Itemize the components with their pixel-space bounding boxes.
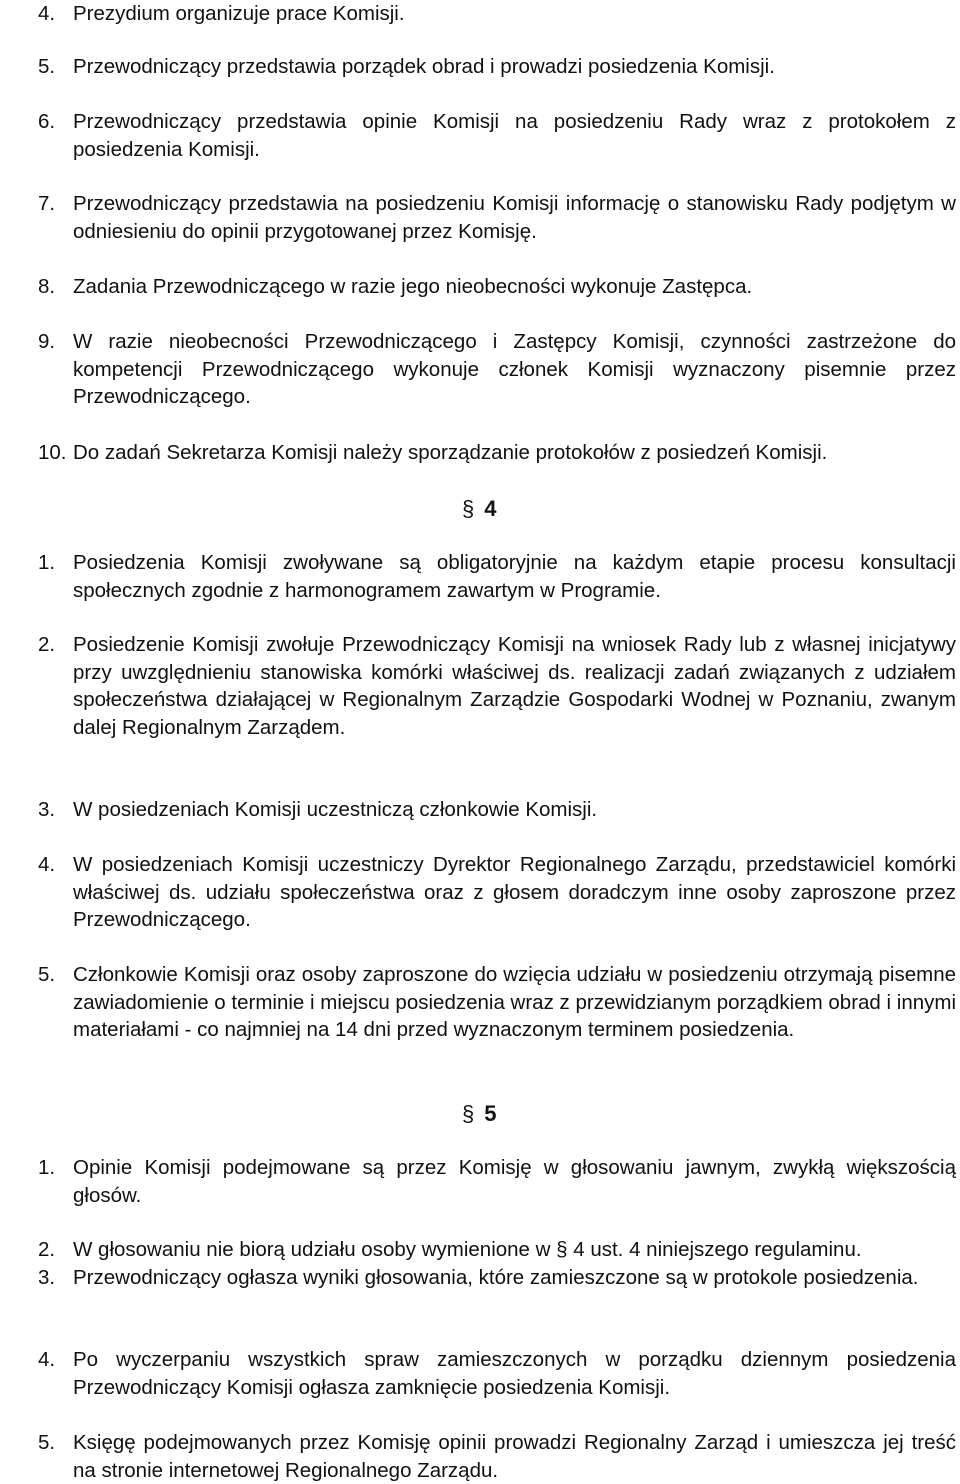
item-text: Opinie Komisji podejmowane są przez Komisję w głosowaniu jawnym, zwykłą większością głosów. [73,1156,956,1207]
item-number: 6. [38,110,56,133]
item-number: 3. [38,798,56,821]
item-text: W razie nieobecności Przewodniczącego i Zastępcy Komisji, czynności zastrzeżone do kompetencji Przewodniczącego wykonuje członek Komisji wyznaczony pisemnie przez Przewodniczącego. [73,330,956,408]
list-item [38,1429,956,1484]
list-item [38,549,956,604]
section-mark [462,1099,497,1129]
list-item [38,439,956,467]
list-item [38,0,956,28]
list-item [38,631,956,741]
list-item [38,961,956,1044]
item-number: 7. [38,192,56,215]
section-number: 5 [484,1101,497,1126]
list-item [38,53,956,81]
item-number: 8. [38,275,56,298]
item-number: 5. [38,963,56,986]
section-heading [0,1099,960,1131]
item-text: Przewodniczący przedstawia opinie Komisji na posiedzeniu Rady wraz z protokołem z posiedzenia Komisji. [73,110,956,161]
paragraph-symbol: § [462,1101,475,1126]
item-text: W posiedzeniach Komisji uczestniczy Dyrektor Regionalnego Zarządu, przedstawiciel komórki właściwej ds. udziału społeczeństwa oraz z głosem doradczym inne osoby zaproszone przez Przewodniczącego. [73,853,956,931]
item-number: 4. [38,1348,56,1371]
item-number: 4. [38,2,56,25]
list-item [38,1236,956,1264]
item-number: 5. [38,55,56,78]
item-text: Przewodniczący ogłasza wyniki głosowania, które zamieszczone są w protokole posiedzenia. [73,1266,919,1289]
item-number: 4. [38,853,56,876]
item-text: Księgę podejmowanych przez Komisję opinii prowadzi Regionalny Zarząd i umieszcza jej treść na stronie internetowej Regionalnego Zarządu. [73,1431,956,1482]
item-number: 9. [38,330,56,353]
item-text: Do zadań Sekretarza Komisji należy sporządzanie protokołów z posiedzeń Komisji. [73,441,828,464]
list-item [38,851,956,934]
item-text: Przewodniczący przedstawia porządek obrad i prowadzi posiedzenia Komisji. [73,55,775,78]
section-mark [462,494,497,524]
item-number: 1. [38,551,56,574]
item-text: Po wyczerpaniu wszystkich spraw zamieszczonych w porządku dziennym posiedzenia Przewodniczący Komisji ogłasza zamknięcie posiedzenia Komisji. [73,1348,956,1399]
section-number: 4 [484,496,497,521]
item-number: 5. [38,1431,56,1454]
item-number: 10. [38,441,67,464]
item-text: Przewodniczący przedstawia na posiedzeniu Komisji informację o stanowisku Rady podjętym w odniesieniu do opinii przygotowanej przez Komisję. [73,192,956,243]
item-number: 3. [38,1266,56,1289]
item-text: W posiedzeniach Komisji uczestniczą członkowie Komisji. [73,798,598,821]
list-item [38,273,956,301]
list-item [38,190,956,245]
item-text: Prezydium organizuje prace Komisji. [73,2,405,25]
item-text: Członkowie Komisji oraz osoby zaproszone do wzięcia udziału w posiedzeniu otrzymają pisemne zawiadomienie o terminie i miejscu posiedzenia wraz z przewidzianym porządkiem obrad i innymi materiałami - co najmniej na 14 dni przed wyznaczonym terminem posiedzenia. [73,963,957,1041]
item-number: 2. [38,633,56,656]
item-text: Posiedzenia Komisji zwoływane są obligatoryjnie na każdym etapie procesu konsultacji społecznych zgodnie z harmonogramem zawartym w Programie. [73,551,956,602]
list-item [38,1264,956,1292]
paragraph-symbol: § [462,496,475,521]
item-text: Posiedzenie Komisji zwołuje Przewodniczący Komisji na wniosek Rady lub z własnej inicjatywy przy uwzględnieniu stanowiska komórki właściwej ds. realizacji zadań związanych z udziałem społeczeństwa działającej w Regionalnym Zarządzie Gospodarki Wodnej w Poznaniu, zwanym dalej Regionalnym Zarządem. [73,633,956,739]
list-item [38,328,956,411]
item-number: 2. [38,1238,56,1261]
list-item [38,108,956,163]
item-text: Zadania Przewodniczącego w razie jego nieobecności wykonuje Zastępca. [73,275,753,298]
list-item [38,1154,956,1209]
item-text: W głosowaniu nie biorą udziału osoby wymienione w § 4 ust. 4 niniejszego regulaminu. [73,1238,862,1261]
item-number: 1. [38,1156,56,1179]
list-item [38,1346,956,1401]
section-heading [0,494,960,526]
list-item [38,796,956,824]
